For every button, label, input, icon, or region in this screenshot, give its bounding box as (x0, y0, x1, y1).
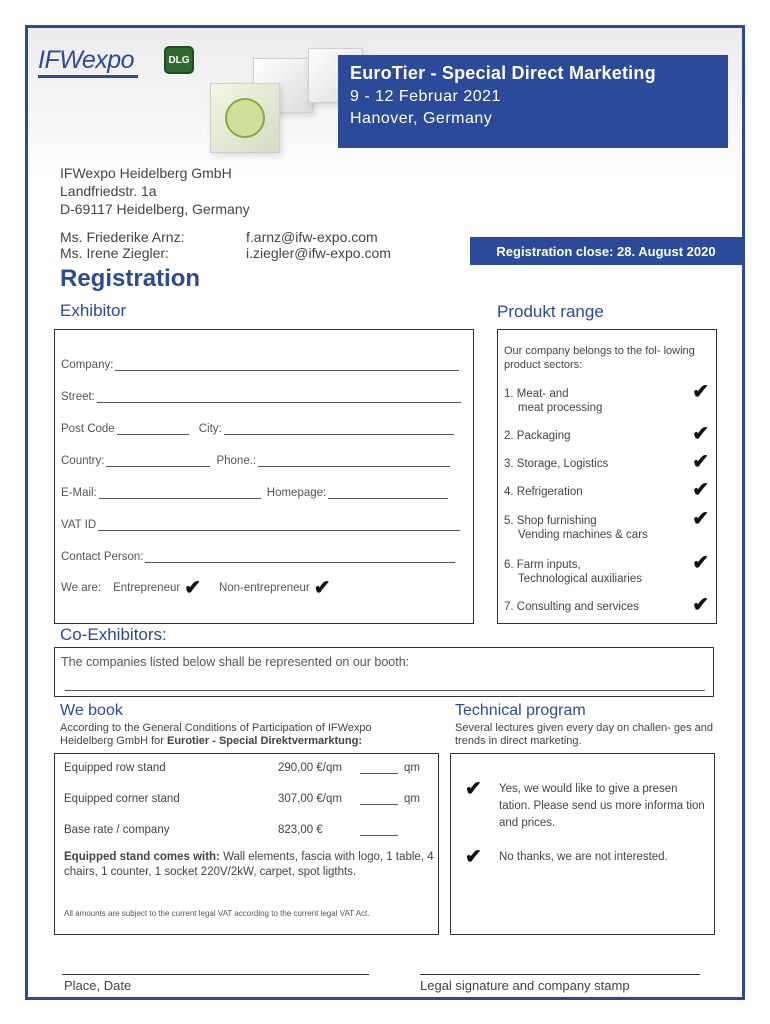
booking-unit: qm (404, 793, 420, 805)
entrepreneur-checkmark[interactable]: ✔ (184, 577, 201, 599)
product-checkmark[interactable]: ✔ (692, 479, 709, 501)
homepage-input-line[interactable] (328, 498, 448, 499)
product-item[interactable] (504, 451, 709, 473)
exhibitor-title: Exhibitor (60, 301, 127, 320)
company-input-line[interactable] (115, 370, 459, 371)
booking-row (64, 793, 434, 809)
we-book-desc (60, 722, 450, 748)
postcode-city-field[interactable] (61, 423, 454, 435)
contact-row (60, 245, 391, 261)
booking-unit: qm (404, 762, 420, 774)
we-are-field (61, 578, 331, 598)
tech-option-label: Yes, we would like to give a presen tation. Please send us more informa tion and prices. (499, 783, 705, 829)
email-homepage-field[interactable] (61, 487, 448, 499)
we-book-desc-prefix: Heidelberg GmbH for (60, 735, 167, 747)
email-label: E-Mail: (61, 487, 97, 499)
non-entrepreneur-checkmark[interactable]: ✔ (313, 577, 331, 599)
organizer-street: Landfriedstr. 1a (60, 183, 157, 199)
contact-name: Ms. Friederike Arnz: (60, 229, 185, 245)
event-title-box (338, 55, 728, 148)
exhibitor-box (54, 329, 474, 624)
stand-includes (64, 850, 436, 880)
booking-label: Equipped corner stand (64, 793, 180, 805)
co-exhibitors-title: Co-Exhibitors: (60, 625, 167, 644)
product-checkmark[interactable]: ✔ (692, 508, 709, 530)
product-item-label: 4. Refrigeration (504, 486, 583, 498)
product-checkmark[interactable]: ✔ (692, 381, 709, 403)
event-dates: 9 - 12 Februar 2021 (350, 88, 501, 105)
technical-program-box (450, 753, 715, 935)
email-input-line[interactable] (99, 498, 261, 499)
post-code-label: Post Code (61, 423, 115, 435)
street-label: Street: (61, 391, 95, 403)
product-range-box (497, 329, 717, 624)
organizer-name: IFWexpo Heidelberg GmbH (60, 165, 232, 181)
booking-label: Equipped row stand (64, 762, 166, 774)
we-book-title: We book (60, 702, 123, 719)
country-label: Country: (61, 455, 105, 467)
booking-row (64, 824, 434, 840)
logo-underline (38, 75, 138, 78)
product-item-label: 5. Shop furnishing (504, 515, 597, 527)
tech-option-label: No thanks, we are not interested. (499, 851, 668, 863)
contact-email[interactable]: i.ziegler@ifw-expo.com (246, 245, 391, 261)
place-date-label: Place, Date (64, 978, 132, 993)
place-date-line[interactable] (62, 974, 369, 975)
street-field[interactable] (61, 391, 461, 403)
booking-price: 307,00 €/qm (278, 793, 342, 805)
product-range-title: Produkt range (497, 302, 604, 321)
product-item-label: 7. Consulting and services (504, 601, 639, 613)
product-item-label: 2. Packaging (504, 430, 571, 442)
contact-name: Ms. Irene Ziegler: (60, 245, 169, 261)
we-are-label: We are: (61, 582, 102, 594)
contact-person-input-line[interactable] (145, 562, 455, 563)
entrepreneur-label: Entrepreneur (113, 582, 181, 594)
company-label: Company: (61, 359, 114, 371)
vat-field[interactable] (61, 519, 460, 531)
co-exhibitors-input-line[interactable] (65, 690, 705, 691)
booking-box (54, 753, 439, 935)
ifwexpo-logo: IFWexpo (38, 46, 135, 74)
booking-label: Base rate / company (64, 824, 170, 836)
product-item[interactable] (504, 594, 709, 616)
product-item-sublabel: Vending machines & cars (518, 529, 648, 541)
we-book-desc-line: According to the General Conditions of Participation of IFWexpo (60, 722, 372, 734)
tech-option-no[interactable] (465, 846, 710, 868)
product-item[interactable] (504, 552, 709, 586)
city-label: City: (198, 423, 222, 435)
contact-person-label: Contact Person: (61, 551, 144, 563)
contact-email[interactable]: f.arnz@ifw-expo.com (246, 229, 378, 245)
street-input-line[interactable] (97, 402, 461, 403)
tech-yes-checkmark[interactable]: ✔ (465, 778, 482, 800)
contact-person-field[interactable] (61, 551, 455, 563)
we-book-desc-event: Eurotier - Special Direktvermarktung: (167, 735, 363, 747)
tech-option-yes[interactable] (465, 778, 710, 832)
organizer-address (60, 164, 250, 218)
phone-label: Phone.: (216, 455, 257, 467)
company-field[interactable] (61, 359, 459, 371)
booking-qty-input[interactable] (360, 773, 398, 774)
product-checkmark[interactable]: ✔ (692, 451, 709, 473)
co-exhibitors-text: The companies listed below shall be represented on our booth: (61, 655, 410, 669)
booking-qty-input[interactable] (360, 835, 398, 836)
product-item-label: 1. Meat- and (504, 388, 569, 400)
product-checkmark[interactable]: ✔ (692, 423, 709, 445)
product-item[interactable] (504, 423, 709, 445)
booking-qty-input[interactable] (360, 804, 398, 805)
product-range-intro: Our company belongs to the fol- lowing product sectors: (504, 345, 695, 371)
product-item-sublabel: Technological auxiliaries (518, 573, 643, 585)
decor-cube-market (210, 83, 280, 153)
booking-row (64, 762, 434, 778)
post-code-input-line[interactable] (117, 434, 189, 435)
homepage-label: Homepage: (266, 487, 327, 499)
page-title: Registration (60, 265, 201, 292)
country-input-line[interactable] (106, 466, 210, 467)
phone-input-line[interactable] (258, 466, 450, 467)
organizer-city: D-69117 Heidelberg, Germany (60, 201, 250, 217)
product-checkmark[interactable]: ✔ (692, 594, 709, 616)
product-item[interactable] (504, 508, 709, 542)
country-phone-field[interactable] (61, 455, 450, 467)
technical-program-desc: Several lectures given every day on challen- ges and trends in direct marketing. (455, 722, 714, 747)
vat-label: VAT ID (61, 519, 97, 531)
technical-program-title: Technical program (455, 702, 586, 719)
product-item-label: 3. Storage, Logistics (504, 458, 609, 470)
city-input-line[interactable] (224, 434, 454, 435)
vat-note: All amounts are subject to the current legal VAT according to the current legal VAT Act. (64, 909, 370, 918)
tech-no-checkmark[interactable]: ✔ (465, 846, 482, 868)
dlg-logo: DLG (164, 46, 194, 74)
product-checkmark[interactable]: ✔ (692, 552, 709, 574)
product-item-label: 6. Farm inputs, (504, 559, 581, 571)
market-stall-icon (225, 98, 265, 138)
signature-line[interactable] (420, 974, 700, 975)
event-location: Hanover, Germany (350, 110, 493, 127)
registration-close-badge: Registration close: 28. August 2020 (470, 237, 742, 265)
product-item-sublabel: meat processing (518, 402, 603, 414)
event-title: EuroTier - Special Direct Marketing (350, 63, 656, 83)
vat-input-line[interactable] (98, 530, 460, 531)
booking-price: 823,00 € (278, 824, 323, 836)
stand-includes-text: Wall elements, fascia with logo, 1 table, 4 chairs, 1 counter, 1 socket 220V/2kW, carpet, spot ligthts. (64, 851, 434, 878)
organizer-contacts (60, 229, 391, 261)
stand-includes-heading: Equipped stand comes with: (64, 851, 220, 863)
co-exhibitors-box (54, 647, 714, 697)
non-entrepreneur-label: Non-entrepreneur (218, 582, 310, 594)
signature-label: Legal signature and company stamp (420, 978, 630, 993)
product-item[interactable] (504, 381, 709, 415)
product-item[interactable] (504, 479, 709, 501)
contact-row (60, 229, 391, 245)
booking-price: 290,00 €/qm (278, 762, 342, 774)
